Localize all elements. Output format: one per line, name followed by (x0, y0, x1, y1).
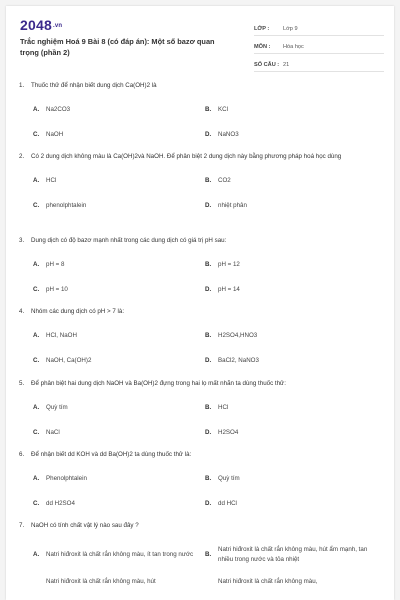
meta-value: 21 (283, 62, 290, 68)
option-d[interactable]: D. pH = 14 (205, 286, 240, 293)
logo-text: 2048 (20, 17, 52, 33)
option-d[interactable]: Natri hiđroxit là chất rắn không màu, (218, 578, 318, 585)
question-1 (19, 81, 384, 140)
option-a[interactable]: A. Quỳ tím (33, 404, 68, 411)
option-d[interactable]: D. BaCl2, NaNO3 (205, 357, 259, 364)
question-4 (19, 307, 384, 366)
meta-label: SỐ CÂU : (254, 62, 280, 68)
question-2 (19, 152, 384, 211)
question-number: 7. (19, 522, 25, 529)
question-7 (19, 521, 384, 587)
option-b[interactable]: B. Natri hiđroxit là chất rắn không màu, hút ẩm mạnh, tan nhiều trong nước và tỏa nhiệt (205, 546, 368, 563)
option-c[interactable]: C. NaOH, Ca(OH)2 (33, 357, 92, 364)
question-text: Để phân biệt hai dung dịch NaOH và Ba(OH)2 đựng trong hai lọ mất nhãn ta dùng thuốc thử: (31, 380, 286, 387)
option-b[interactable]: B. Quỳ tím (205, 475, 240, 482)
question-text: Để nhận biết dd KOH và dd Ba(OH)2 ta dùng thuốc thử là: (31, 451, 192, 458)
option-a[interactable]: A. Phenolphtalein (33, 475, 87, 482)
question-text: NaOH có tính chất vật lý nào sau đây ? (31, 522, 139, 529)
option-a[interactable]: A. Natri hiđroxit là chất rắn không màu, ít tan trong nước (33, 551, 194, 558)
meta-value: Lớp 9 (283, 26, 298, 32)
page-title: Trắc nghiệm Hoá 9 Bài 8 (có đáp án): Một số bazơ quan trọng (phần 2) (20, 37, 215, 57)
option-a[interactable]: A. HCl (33, 177, 57, 184)
question-number: 6. (19, 451, 25, 458)
question-number: 4. (19, 308, 25, 315)
question-6 (19, 450, 384, 509)
option-b[interactable]: B. HCl (205, 404, 229, 411)
question-text: Thuốc thử để nhận biết dung dịch Ca(OH)2 là (31, 82, 157, 89)
worksheet-page (6, 6, 394, 600)
option-d[interactable]: D. dd HCl (205, 500, 237, 507)
meta-row-class (254, 18, 384, 36)
option-c[interactable]: Natri hiđroxit là chất rắn không màu, hút (46, 578, 156, 585)
question-5 (19, 379, 384, 438)
option-c[interactable]: C. NaCl (33, 429, 60, 436)
meta-panel (254, 18, 384, 72)
option-b[interactable]: B. pH = 12 (205, 261, 240, 268)
option-d[interactable]: D. H2SO4 (205, 429, 239, 436)
question-number: 1. (19, 82, 25, 89)
option-a[interactable]: A. pH = 8 (33, 261, 65, 268)
meta-row-count (254, 54, 384, 72)
option-b[interactable]: B. H2SO4,HNO3 (205, 332, 258, 339)
question-number: 5. (19, 380, 25, 387)
question-number: 3. (19, 237, 25, 244)
option-a[interactable]: A. Na2CO3 (33, 106, 71, 113)
meta-label: LỚP : (254, 26, 270, 32)
meta-value: Hóa học (283, 44, 304, 50)
option-b[interactable]: B. KCl (205, 106, 228, 113)
question-text: Nhóm các dung dịch có pH > 7 là: (31, 308, 125, 315)
option-c[interactable]: C. NaOH (33, 131, 64, 138)
option-c[interactable]: C. dd H2SO4 (33, 500, 75, 507)
question-text: Có 2 dung dịch không màu là Ca(OH)2và NaOH. Để phân biệt 2 dung dịch này bằng phương pháp hoá học dùng (31, 153, 342, 160)
option-d[interactable]: D. nhiệt phân (205, 202, 247, 209)
option-c[interactable]: C. pH = 10 (33, 286, 68, 293)
meta-row-subject (254, 36, 384, 54)
question-3 (19, 236, 384, 295)
meta-label: MÔN : (254, 44, 271, 50)
option-b[interactable]: B. CO2 (205, 177, 231, 184)
site-logo[interactable] (20, 17, 62, 33)
option-c[interactable]: C. phenolphtalein (33, 202, 87, 209)
question-text: Dung dịch có độ bazơ mạnh nhất trong các dung dịch có giá trị pH sau: (31, 237, 227, 244)
logo-suffix: .vn (52, 23, 63, 30)
option-d[interactable]: D. NaNO3 (205, 131, 239, 138)
question-number: 2. (19, 153, 25, 160)
option-a[interactable]: A. HCl, NaOH (33, 332, 77, 339)
